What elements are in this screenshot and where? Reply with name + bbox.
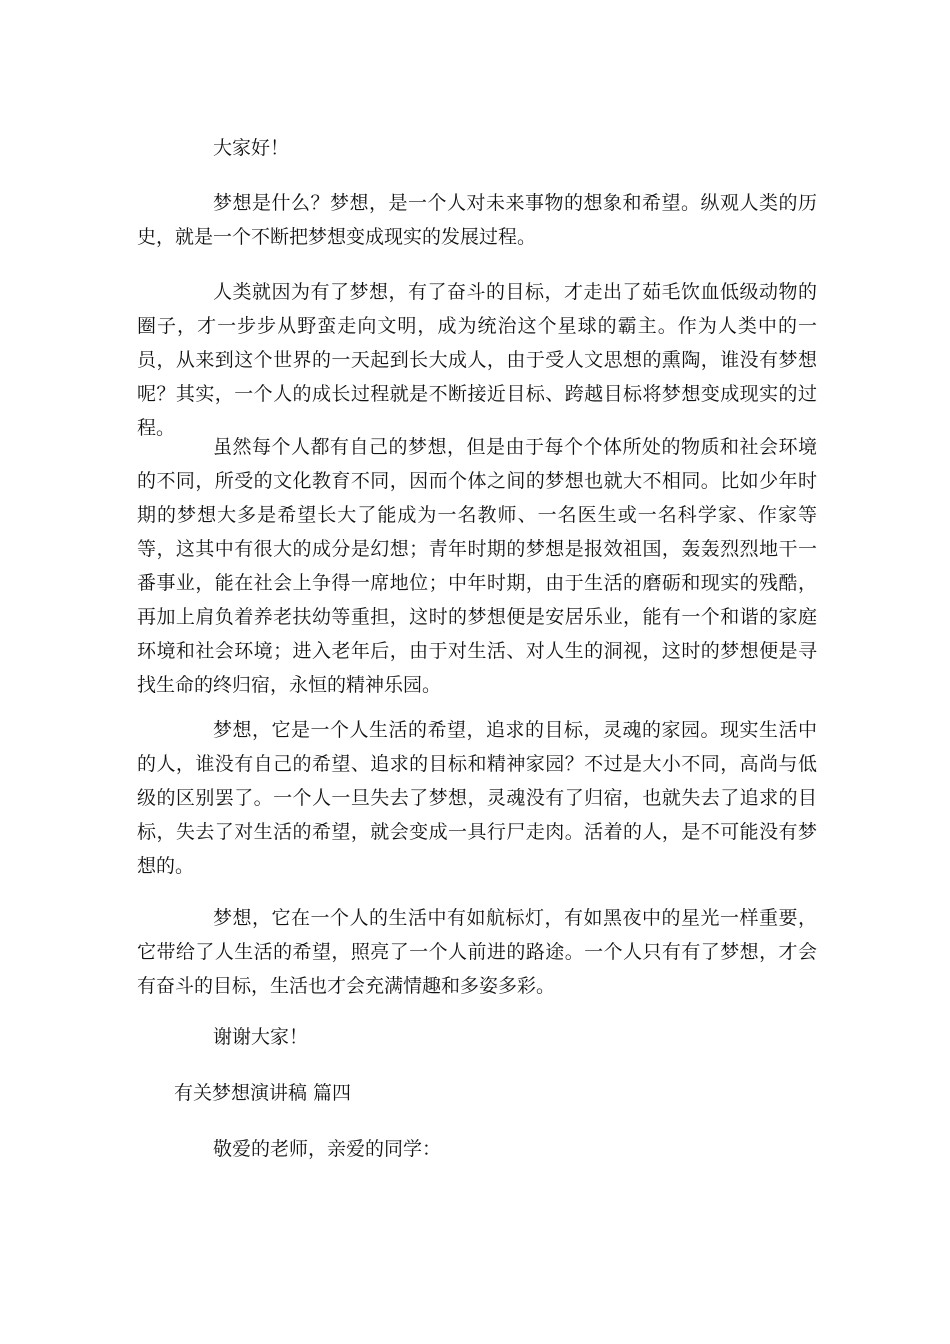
paragraph-3: 虽然每个人都有自己的梦想，但是由于每个个体所处的物质和社会环境的不同，所受的文化教育不同，因而个体之间的梦想也就大不相同。比如少年时期的梦想大多是希望长大了能成为一名教师、一名医生或一名科学家、作家等等，这其中有很大的成分是幻想；青年时期的梦想是报效祖国，轰轰烈烈地干一番事业，能在社会上争得一席地位；中年时期，由于生活的磨砺和现实的残酷，再加上肩负着养老扶幼等重担，这时的梦想便是安居乐业，能有一个和谐的家庭环境和社会环境；进入老年后，由于对生活、对人生的洞视，这时的梦想便是寻找生命的终归宿，永恒的精神乐园。	[137, 436, 817, 696]
paragraph-5: 梦想，它在一个人的生活中有如航标灯，有如黑夜中的星光一样重要，它带给了人生活的希望，照亮了一个人前进的路途。一个人只有有了梦想，才会有奋斗的目标，生活也才会充满情趣和多姿多彩。	[137, 907, 817, 997]
paragraph-2: 人类就因为有了梦想，有了奋斗的目标，才走出了茹毛饮血低级动物的圈子，才一步步从野蛮走向文明，成为统治这个星球的霸主。作为人类中的一员，从来到这个世界的一天起到长大成人，由于受人文思想的熏陶，谁没有梦想呢？其实，一个人的成长过程就是不断接近目标、跨越目标将梦想变成现实的过程。	[137, 281, 817, 439]
next-greeting: 敬爱的老师，亲爱的同学：	[213, 1138, 442, 1160]
paragraph-4: 梦想，它是一个人生活的希望，追求的目标，灵魂的家园。现实生活中的人，谁没有自己的希望、追求的目标和精神家园？不过是大小不同，高尚与低级的区别罢了。一个人一旦失去了梦想，灵魂没有了归宿，也就失去了追求的目标，失去了对生活的希望，就会变成一具行尸走肉。活着的人，是不可能没有梦想的。	[137, 719, 817, 877]
section-heading: 有关梦想演讲稿 篇四	[174, 1082, 352, 1104]
paragraph-1: 梦想是什么？梦想，是一个人对未来事物的想象和希望。纵观人类的历史，就是一个不断把梦想变成现实的发展过程。	[137, 192, 817, 248]
closing: 谢谢大家！	[213, 1026, 309, 1048]
greeting: 大家好！	[213, 137, 290, 159]
